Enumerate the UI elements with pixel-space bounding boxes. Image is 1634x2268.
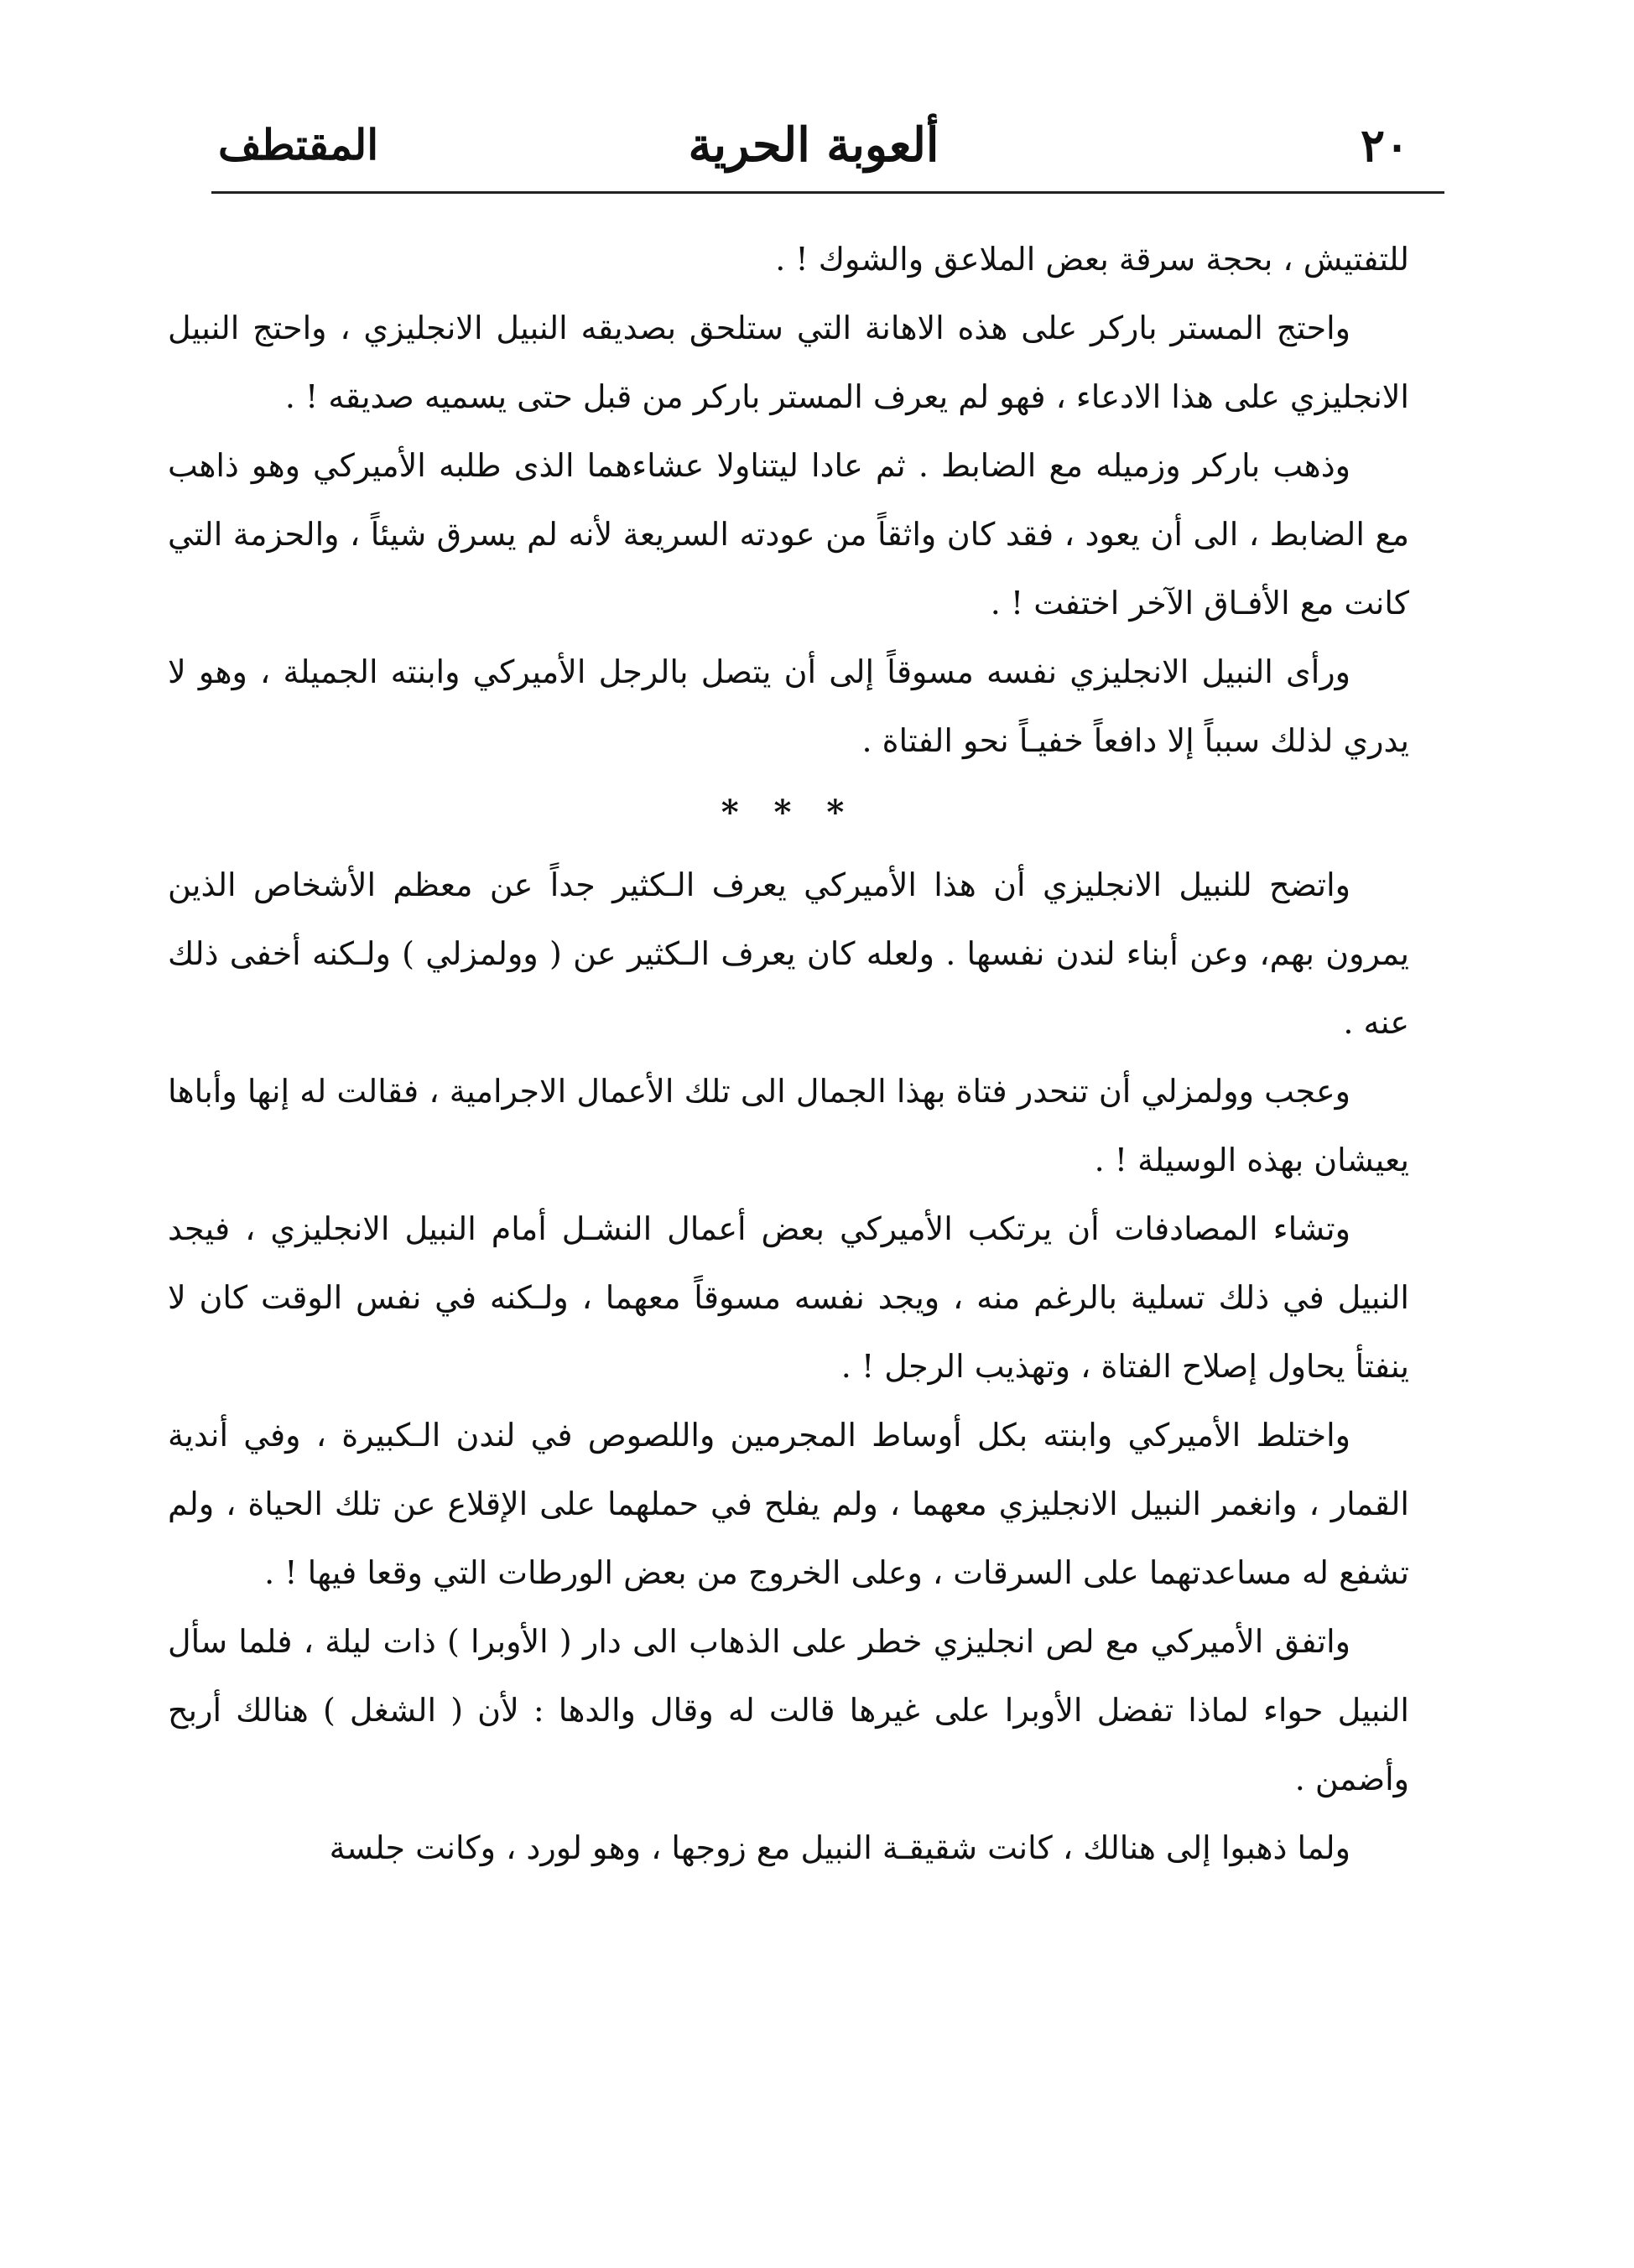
paragraph: واختلط الأميركي وابنته بكل أوساط المجرمين واللصوص في لندن الـكبيرة ، وفي أندية القمار ، وانغمر النبيل الانجليزي معهما ، ولم يفلح في حملهما على الإقلاع عن تلك الحياة ، ولم تشفع له مساعدتهما على السرقات ، وعلى الخروج من بعض الورطات التي وقعا فيها ! . xyxy=(168,1417,1409,1591)
paragraph: ورأى النبيل الانجليزي نفسه مسوقاً إلى أن يتصل بالرجل الأميركي وابنته الجميلة ، وهو لا يدري لذلك سبباً إلا دافعاً خفيـاً نحو الفتاة . xyxy=(168,653,1409,759)
page-header xyxy=(218,107,1409,183)
page-number: ٢٠ xyxy=(1360,118,1409,172)
article-body xyxy=(168,225,1409,1882)
paragraph: وتشاء المصادفات أن يرتكب الأميركي بعض أعمال النشـل أمام النبيل الانجليزي ، فيجد النبيل في ذلك تسلية بالرغم منه ، ويجد نفسه مسوقاً معهما ، ولـكنه في نفس الوقت كان لا ينفتأ يحاول إصلاح الفتاة ، وتهذيب الرجل ! . xyxy=(168,1210,1409,1385)
section-separator: * * * xyxy=(721,793,856,832)
journal-name: المقتطف xyxy=(218,120,379,169)
paragraph: ولما ذهبوا إلى هنالك ، كانت شقيقـة النبيل مع زوجها ، وهو لورد ، وكانت جلسة xyxy=(329,1829,1350,1866)
paragraph: وذهب باركر وزميله مع الضابط . ثم عادا ليتناولا عشاءهما الذى طلبه الأميركي وهو ذاهب مع الضابط ، الى أن يعود ، فقد كان واثقاً من عودته السريعة لأنه لم يسرق شيئاً ، والحزمة التي كانت مع الأفـاق الآخر اختفت ! . xyxy=(168,447,1410,622)
paragraph: واتفق الأميركي مع لص انجليزي خطر على الذهاب الى دار ( الأوبرا ) ذات ليلة ، فلما سأل النبيل حواء لماذا تفضل الأوبرا على غيرها قالت له وقال والدها : لأن ( الشغل ) هنالك أربح وأضمن . xyxy=(168,1623,1409,1797)
paragraph: واحتج المستر باركر على هذه الاهانة التي ستلحق بصديقه النبيل الانجليزي ، واحتج النبيل الانجليزي على هذا الادعاء ، فهو لم يعرف المستر باركر من قبل حتى يسميه صديقه ! . xyxy=(168,310,1409,415)
running-title: ألعوبة الحرية xyxy=(688,117,939,173)
paragraph: للتفتيش ، بحجة سرقة بعض الملاعق والشوك ! . xyxy=(775,241,1409,278)
header-divider xyxy=(211,191,1444,194)
paragraph: وعجب وولمزلي أن تنحدر فتاة بهذا الجمال الى تلك الأعمال الاجرامية ، فقالت له إنها وأباها يعيشان بهذه الوسيلة ! . xyxy=(168,1073,1409,1178)
paragraph: واتضح للنبيل الانجليزي أن هذا الأميركي يعرف الـكثير جداً عن معظم الأشخاص الذين يمرون بهم، وعن أبناء لندن نفسها . ولعله كان يعرف الـكثير عن ( وولمزلي ) ولـكنه أخفى ذلك عنه . xyxy=(168,866,1409,1041)
